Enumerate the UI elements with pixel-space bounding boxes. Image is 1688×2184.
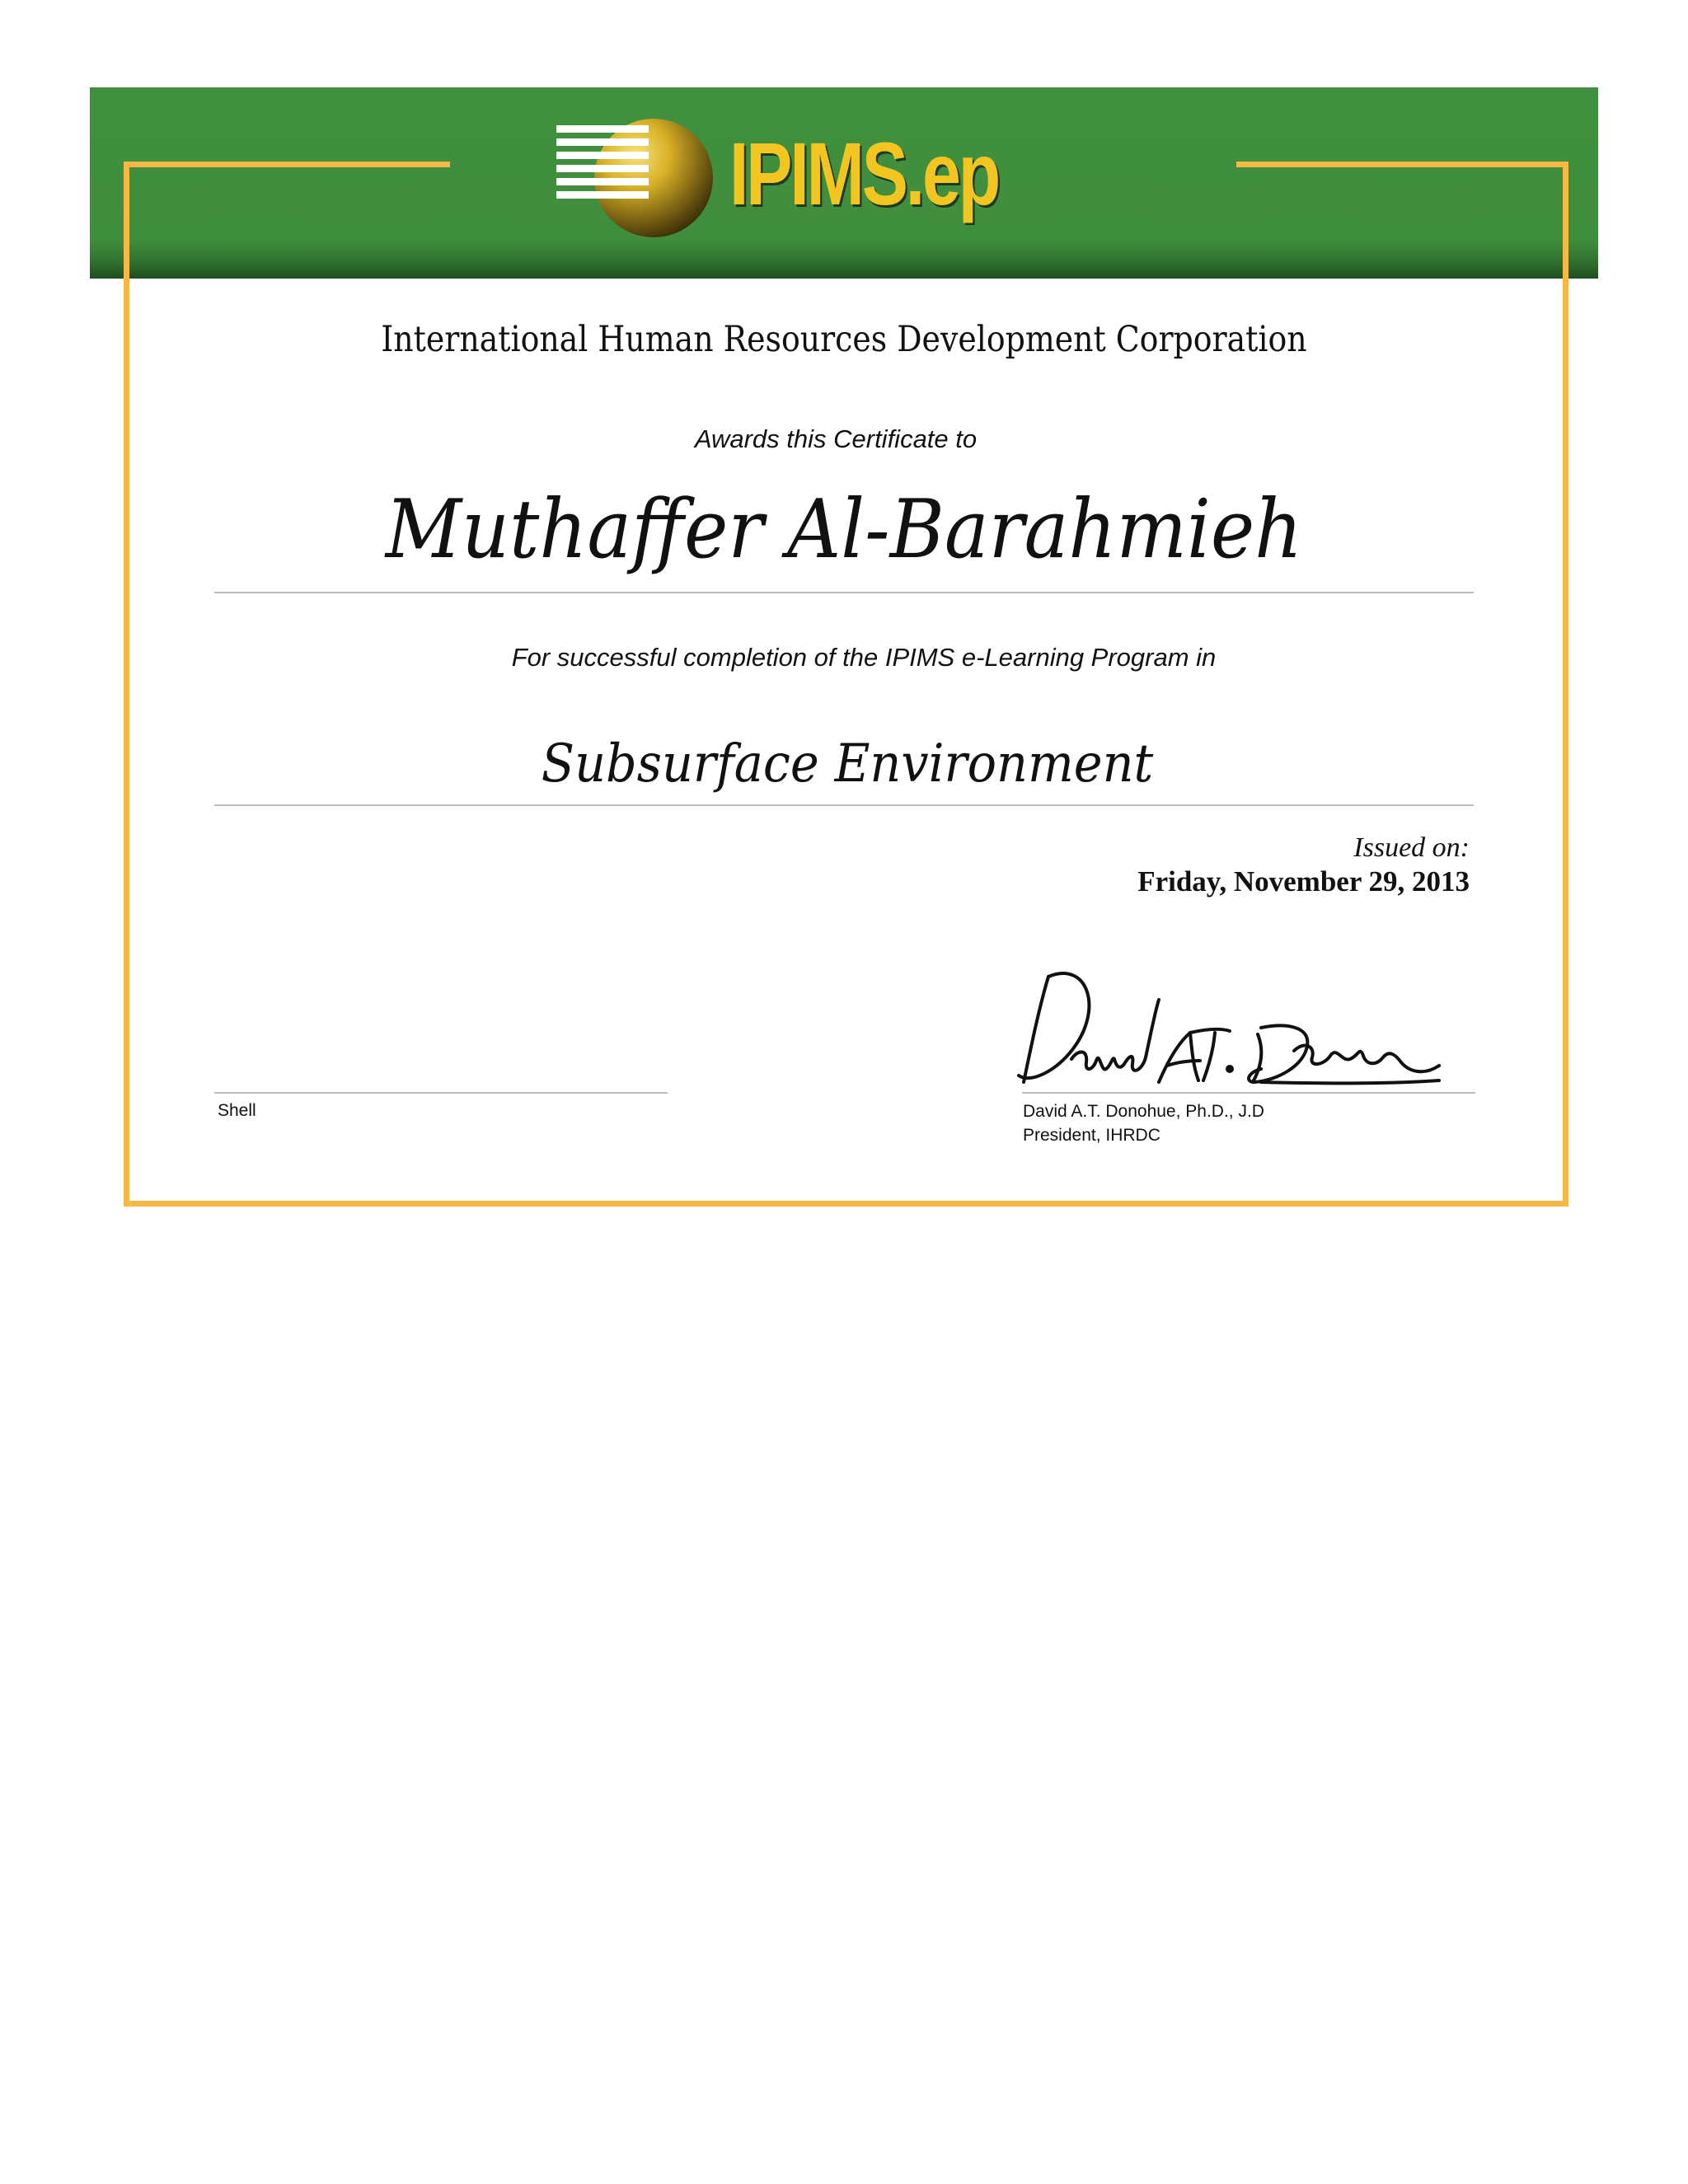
signatory-name: David A.T. Donohue, Ph.D., J.D — [1023, 1102, 1264, 1121]
left-signature-label: Shell — [218, 1101, 256, 1120]
recipient-name: Muthaffer Al-Barahmieh — [385, 483, 1303, 577]
organization-name: International Human Resources Development Corporation — [381, 319, 1307, 360]
issued-label: Issued on: — [1353, 832, 1470, 863]
issued-date: Friday, November 29, 2013 — [1137, 865, 1470, 898]
globe-lines-icon — [556, 115, 738, 247]
program-name: Subsurface Environment — [541, 733, 1154, 794]
completion-line: For successful completion of the IPIMS e-Learning Program in — [511, 643, 1217, 672]
awards-line: Awards this Certificate to — [694, 424, 978, 453]
frame-bottom — [124, 1201, 1568, 1207]
recipient-underline — [214, 592, 1474, 593]
program-underline — [214, 804, 1474, 806]
frame-top-left — [124, 162, 450, 167]
signatory-title: President, IHRDC — [1023, 1126, 1160, 1145]
president-signature — [1014, 960, 1442, 1092]
left-signature-line — [214, 1092, 668, 1094]
ipims-logo — [556, 115, 1018, 247]
right-signature-line — [1022, 1092, 1475, 1094]
logo-brand-text: IPIMS.ep — [729, 124, 999, 223]
frame-top-right — [1236, 162, 1568, 167]
